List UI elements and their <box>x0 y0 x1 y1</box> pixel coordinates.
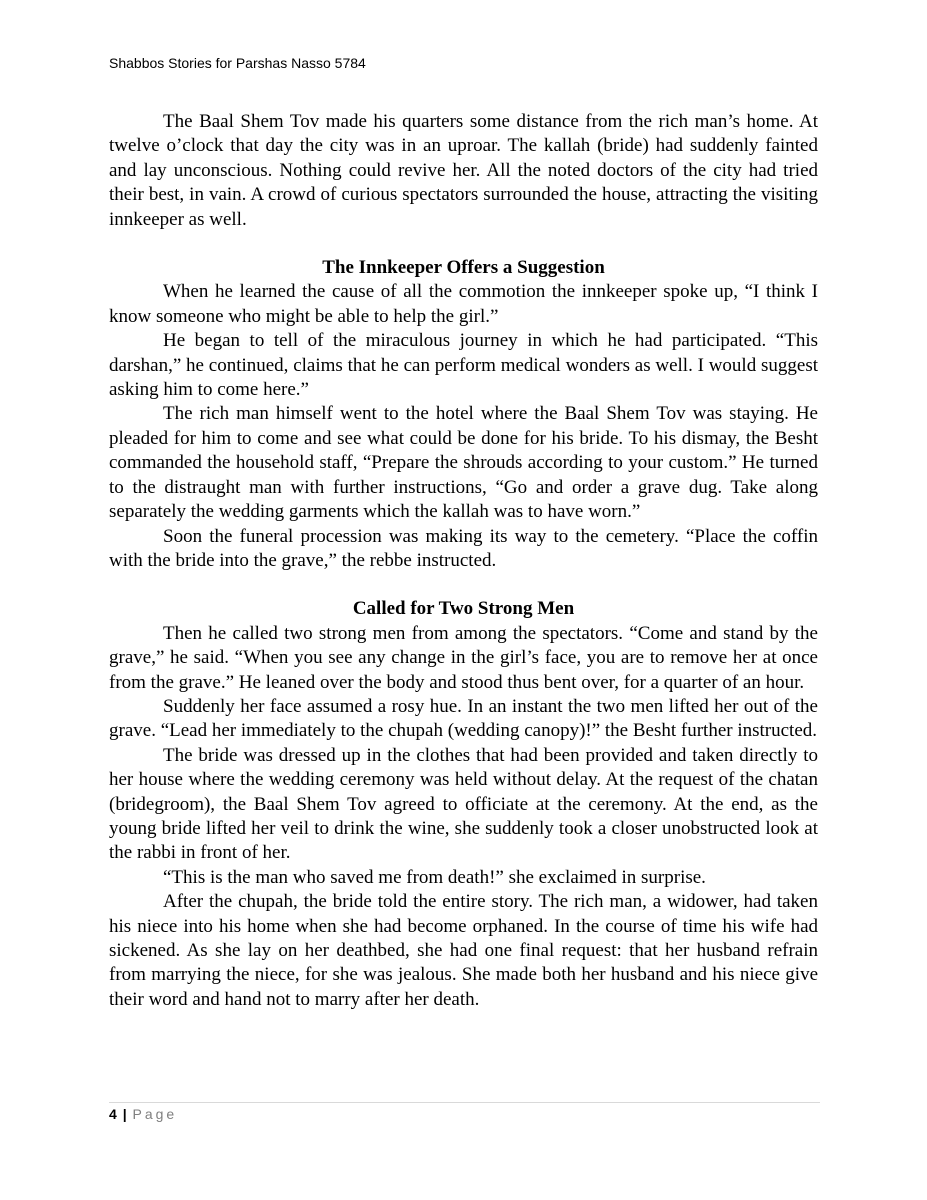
paragraph: Soon the funeral procession was making its way to the cemetery. “Place the coffin with the bride into the grave,” the rebbe instructed. <box>109 525 818 571</box>
paragraph: The bride was dressed up in the clothes that had been provided and taken directly to her house where the wedding ceremony was held without delay. At the request of the chatan (bridegroom), the Baal Shem Tov agreed to officiate at the ceremony. At the end, as the young bride lifted her veil to drink the wine, she suddenly took a closer unobstructed look at the rabbi in front of her. <box>109 744 818 864</box>
paragraph: Then he called two strong men from among the spectators. “Come and stand by the grave,” he said. “When you see any change in the girl’s face, you are to remove her at once from the grave.” He leaned over the body and stood thus bent over, for a quarter of an hour. <box>109 622 818 693</box>
paragraph: After the chupah, the bride told the entire story. The rich man, a widower, had taken his niece into his home when she had become orphaned. In the course of time his wife had sickened. As she lay on her deathbed, she had one final request: that her husband refrain from marrying the niece, for she was jealous. She made both her husband and his niece give their word and hand not to marry after her death. <box>109 891 818 1010</box>
paragraph: He began to tell of the miraculous journey in which he had participated. “This darshan,” he continued, claims that he can perform medical wonders as well. I would suggest asking him to come here.” <box>109 330 818 401</box>
page-footer <box>109 1106 177 1122</box>
body-text <box>109 110 818 1012</box>
paragraph: The rich man himself went to the hotel where the Baal Shem Tov was staying. He pleaded for him to come and see what could be done for his bride. To his dismay, the Besht commanded the household staff, “Prepare the shrouds according to your custom.” He turned to the distraught man with further instructions, “Go and order a grave dug. Take along separately the wedding garments which the kallah was to have worn.” <box>109 403 818 523</box>
paragraph: “This is the man who saved me from death!” she exclaimed in surprise. <box>163 866 706 888</box>
running-header: Shabbos Stories for Parshas Nasso 5784 <box>109 55 366 71</box>
footer-divider <box>109 1102 820 1103</box>
footer-separator: | <box>122 1106 127 1122</box>
page-label: Page <box>132 1106 178 1122</box>
page-number: 4 <box>109 1106 117 1122</box>
section-heading: The Innkeeper Offers a Suggestion <box>322 257 605 279</box>
paragraph: The Baal Shem Tov made his quarters some distance from the rich man’s home. At twelve o’clock that day the city was in an uproar. The kallah (bride) had suddenly fainted and lay unconscious. Nothing could revive her. All the noted doctors of the city had tried their best, in vain. A crowd of curious spectators surrounded the house, attracting the visiting innkeeper as well. <box>109 111 818 230</box>
section-heading: Called for Two Strong Men <box>352 598 575 620</box>
paragraph: When he learned the cause of all the commotion the innkeeper spoke up, “I think I know someone who might be able to help the girl.” <box>109 281 818 327</box>
paragraph: Suddenly her face assumed a rosy hue. In an instant the two men lifted her out of the grave. “Lead her immediately to the chupah (wedding canopy)!” the Besht further instructed. <box>109 695 818 742</box>
